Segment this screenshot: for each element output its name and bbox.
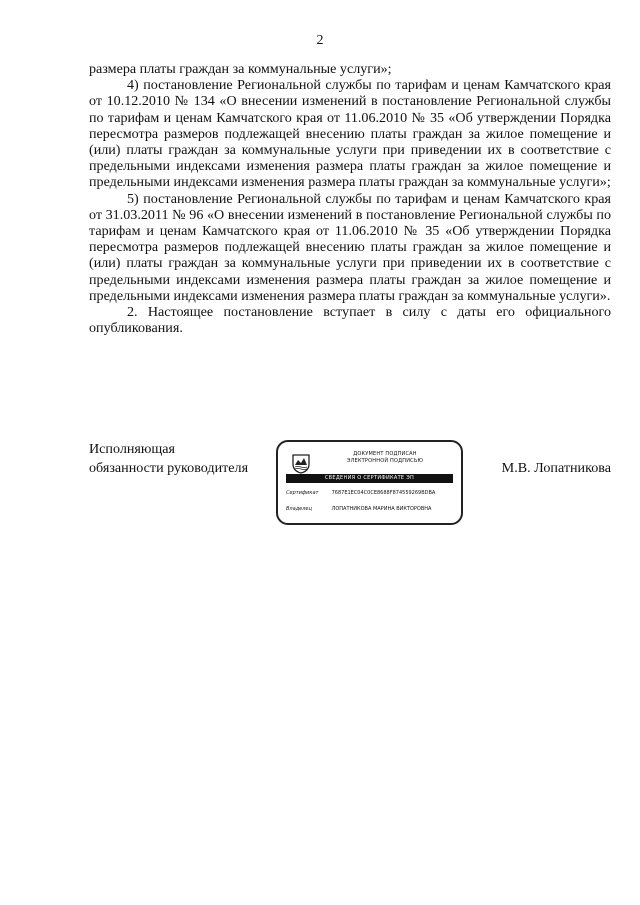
page-number: 2 — [316, 33, 324, 48]
paragraph-item-5: 5) постановление Региональной службы по тарифам и ценам Камчатского края от 31.03.2011 № 96 «О внесении изменений в постановление Региональной службы по тарифам и ценам Камчатского края от 11.06.2010 № 35 «Об утверждении Порядка пересмотра размеров подлежащей внесению платы граждан за жилое помещение и (или) платы граждан за коммунальные услуги при приведении их в соответствие с предельными индексами изменения размера платы граждан за жилое помещение и предельными индексами изменения размера платы граждан за коммунальные услуги». — [89, 190, 611, 304]
paragraph-effective-date: 2. Настоящее постановление вступает в силу с даты его официального опубликования. — [89, 304, 611, 337]
paragraph-continuation: размера платы граждан за коммунальные услуги»; — [89, 61, 392, 77]
signer-name: М.В. Лопатникова — [501, 460, 611, 476]
stamp-owner-row — [286, 506, 431, 512]
signer-title-line1: Исполняющая — [89, 441, 176, 457]
document-body — [89, 61, 611, 336]
owner-label: Владелец — [286, 506, 312, 512]
certificate-label: Сертификат — [286, 490, 319, 496]
signature-block — [89, 440, 611, 530]
paragraph-item-4: 4) постановление Региональной службы по тарифам и ценам Камчатского края от 10.12.2010 № 134 «О внесении изменений в постановление Региональной службы по тарифам и ценам Камчатского края от 11.06.2010 № 35 «Об утверждении Порядка пересмотра размеров подлежащей внесению платы граждан за жилое помещение и (или) платы граждан за коммунальные услуги при приведении их в соответствие с предельными индексами изменения размера платы граждан за жилое помещение и предельными индексами изменения размера платы граждан за коммунальные услуги»; — [89, 77, 611, 191]
stamp-header — [320, 451, 450, 465]
owner-value: ЛОПАТНИКОВА МАРИНА ВИКТОРОВНА — [331, 506, 432, 512]
signer-title — [89, 440, 248, 478]
stamp-certificate-bar: СВЕДЕНИЯ О СЕРТИФИКАТЕ ЭП — [286, 474, 453, 483]
certificate-value: 7687E1EC04C0CE8688F874559269BDBA — [331, 490, 436, 496]
signer-title-line2: обязанности руководителя — [89, 460, 249, 476]
stamp-certificate-row — [286, 490, 435, 496]
stamp-header-line1: ДОКУМЕНТ ПОДПИСАН — [353, 451, 417, 457]
electronic-signature-stamp — [276, 440, 463, 525]
stamp-header-line2: ЭЛЕКТРОННОЙ ПОДПИСЬЮ — [346, 458, 424, 464]
coat-of-arms-icon — [290, 452, 312, 474]
